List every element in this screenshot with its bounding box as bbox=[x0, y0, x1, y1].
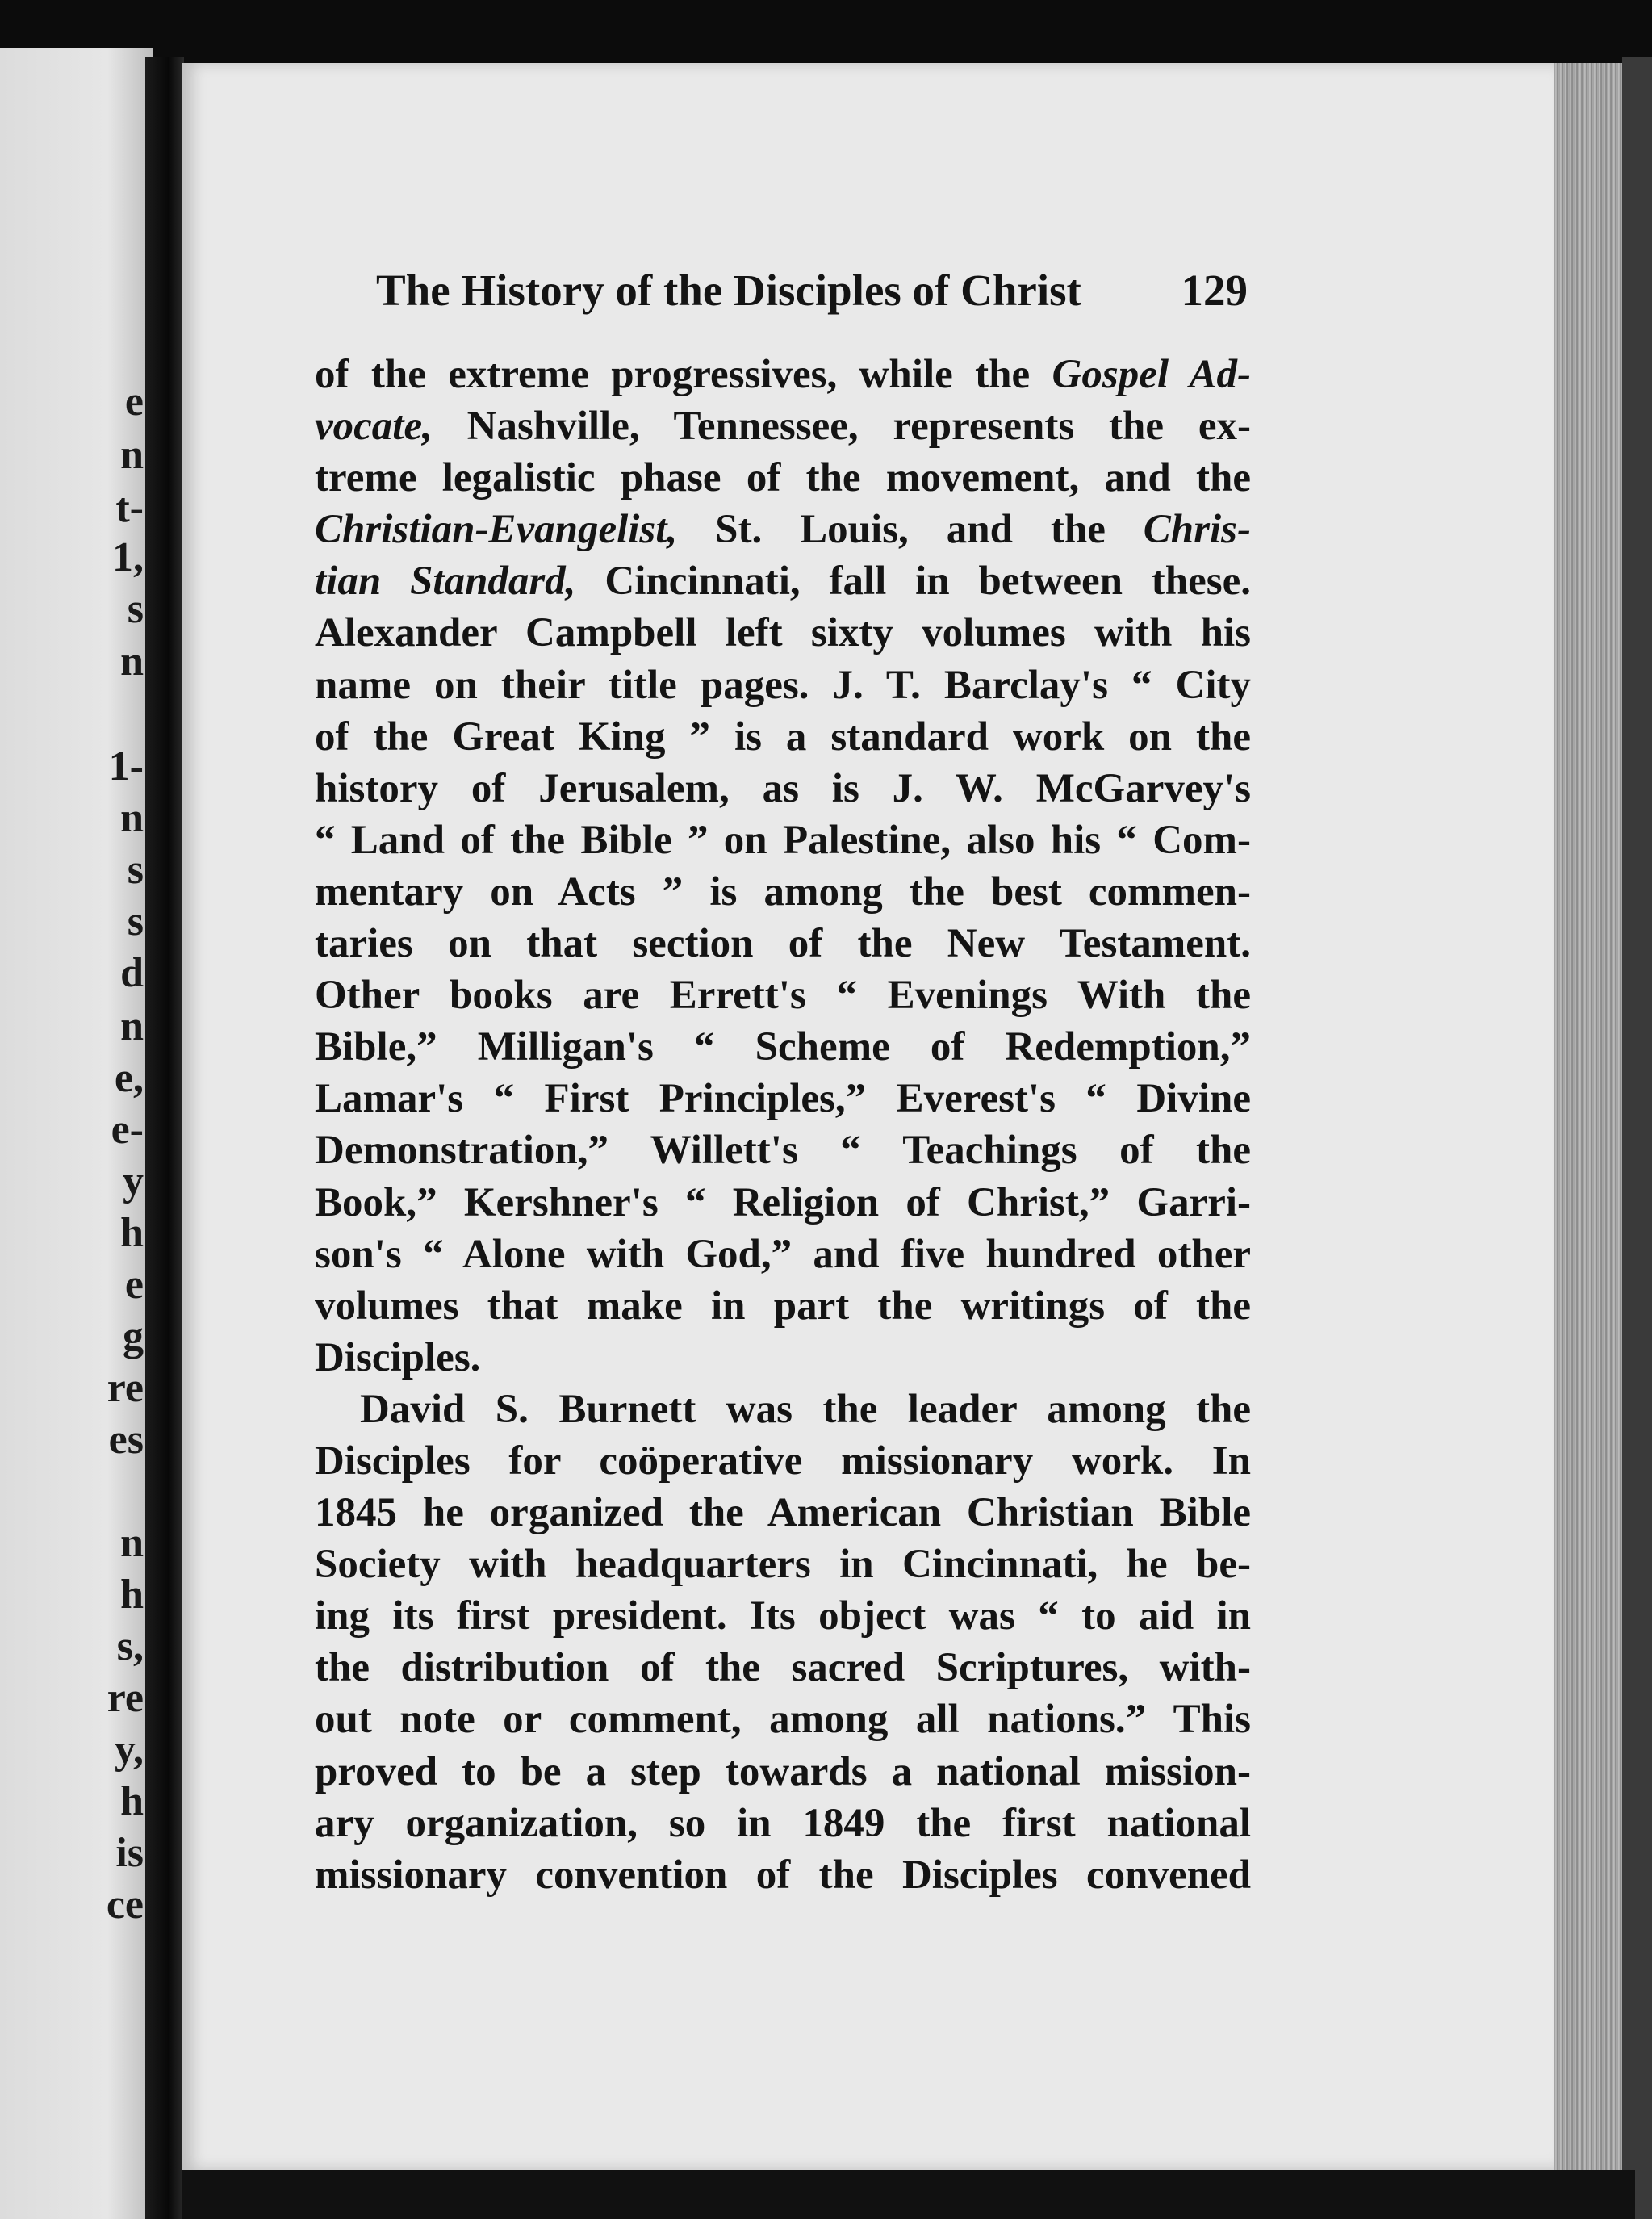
text-line: Disciples for coöperative missionary work. In bbox=[315, 1438, 1251, 1484]
text-line: Other books are Errett's “ Evenings With the bbox=[315, 973, 1251, 1019]
fragment: h bbox=[120, 1210, 144, 1256]
text-line: Lamar's “ First Principles,” Everest's “ Divine bbox=[315, 1076, 1251, 1122]
fragment: y, bbox=[114, 1727, 144, 1773]
fragment: y bbox=[123, 1158, 144, 1204]
text-line: ing its first president. Its object was “ to aid in bbox=[315, 1593, 1251, 1639]
fragment: re bbox=[107, 1675, 144, 1721]
text-line: the distribution of the sacred Scriptures, with- bbox=[315, 1645, 1251, 1691]
facing-page-text-fragments bbox=[0, 48, 153, 2219]
text-line: treme legalistic phase of the movement, and the bbox=[315, 455, 1251, 501]
text-line: Society with headquarters in Cincinnati, he be- bbox=[315, 1542, 1251, 1588]
text-line: out note or comment, among all nations.” This bbox=[315, 1697, 1251, 1743]
text-line: Book,” Kershner's “ Religion of Christ,” Garri- bbox=[315, 1179, 1251, 1225]
body-text bbox=[315, 349, 1251, 1901]
page-number: 129 bbox=[1181, 266, 1248, 315]
fragment: re bbox=[107, 1365, 144, 1411]
fragment: s, bbox=[116, 1623, 144, 1669]
fragment: n bbox=[120, 795, 144, 841]
text-line: Alexander Campbell left sixty volumes with his bbox=[315, 610, 1251, 656]
fragment: g bbox=[123, 1313, 144, 1359]
text-line: “ Land of the Bible ” on Palestine, also his “ Com- bbox=[315, 817, 1251, 863]
book-cover-edge bbox=[1622, 57, 1652, 2219]
text-line: mentary on Acts ” is among the best commen- bbox=[315, 869, 1251, 915]
text-line: vocate, Nashville, Tennessee, represents the ex- bbox=[315, 404, 1251, 450]
text-line: of the Great King ” is a standard work on the bbox=[315, 714, 1251, 760]
fragment: s bbox=[127, 898, 144, 944]
text-line: ary organization, so in 1849 the first national bbox=[315, 1800, 1251, 1846]
paragraph-1 bbox=[315, 349, 1251, 1384]
fragment: t- bbox=[115, 485, 144, 531]
text-line: taries on that section of the New Testament. bbox=[315, 921, 1251, 967]
text-line: Bible,” Milligan's “ Scheme of Redemption,” bbox=[315, 1024, 1251, 1070]
fragment: n bbox=[120, 638, 144, 685]
fragment: e bbox=[124, 1262, 144, 1308]
text-line: Christian-Evangelist, St. Louis, and the Chris- bbox=[315, 507, 1251, 553]
bottom-shadow bbox=[182, 2170, 1635, 2219]
fragment: h bbox=[120, 1778, 144, 1824]
text-line: son's “ Alone with God,” and five hundred other bbox=[315, 1231, 1251, 1277]
text-line: history of Jerusalem, as is J. W. McGarvey's bbox=[315, 765, 1251, 811]
paragraph-2 bbox=[315, 1384, 1251, 1901]
fragment: 1- bbox=[108, 743, 144, 789]
fragment: is bbox=[115, 1830, 144, 1876]
fragment: n bbox=[120, 1520, 144, 1566]
text-line: Disciples. bbox=[315, 1334, 481, 1380]
fragment: es bbox=[108, 1417, 144, 1463]
text-line: David S. Burnett was the leader among the bbox=[360, 1386, 1251, 1432]
fragment: d bbox=[120, 950, 144, 996]
running-title: The History of the Disciples of Christ bbox=[376, 266, 1081, 315]
text-line: volumes that make in part the writings of the bbox=[315, 1283, 1251, 1329]
text-line: Demonstration,” Willett's “ Teachings of the bbox=[315, 1128, 1251, 1174]
text-line: tian Standard, Cincinnati, fall in between these. bbox=[315, 559, 1251, 605]
fragment: s bbox=[127, 847, 144, 893]
fragment: e- bbox=[111, 1107, 144, 1153]
fragment: h bbox=[120, 1572, 144, 1618]
text-line: missionary convention of the Disciples convened bbox=[315, 1852, 1251, 1898]
fragment: 1, bbox=[112, 534, 144, 580]
facing-page-edge bbox=[0, 48, 153, 2219]
text-line: of the extreme progressives, while the Gospel Ad- bbox=[315, 352, 1251, 397]
fragment: s bbox=[127, 586, 144, 632]
fragment: ce bbox=[106, 1882, 144, 1928]
book-gutter bbox=[145, 57, 184, 2219]
fragment: e bbox=[124, 379, 144, 425]
text-line: 1845 he organized the American Christian Bible bbox=[315, 1490, 1251, 1536]
running-header bbox=[376, 265, 1248, 326]
fragment: e, bbox=[114, 1055, 144, 1101]
text-line: proved to be a step towards a national mission- bbox=[315, 1748, 1251, 1794]
fragment: n bbox=[120, 1003, 144, 1049]
fragment: n bbox=[120, 432, 144, 478]
text-line: name on their title pages. J. T. Barclay's “ City bbox=[315, 662, 1251, 708]
